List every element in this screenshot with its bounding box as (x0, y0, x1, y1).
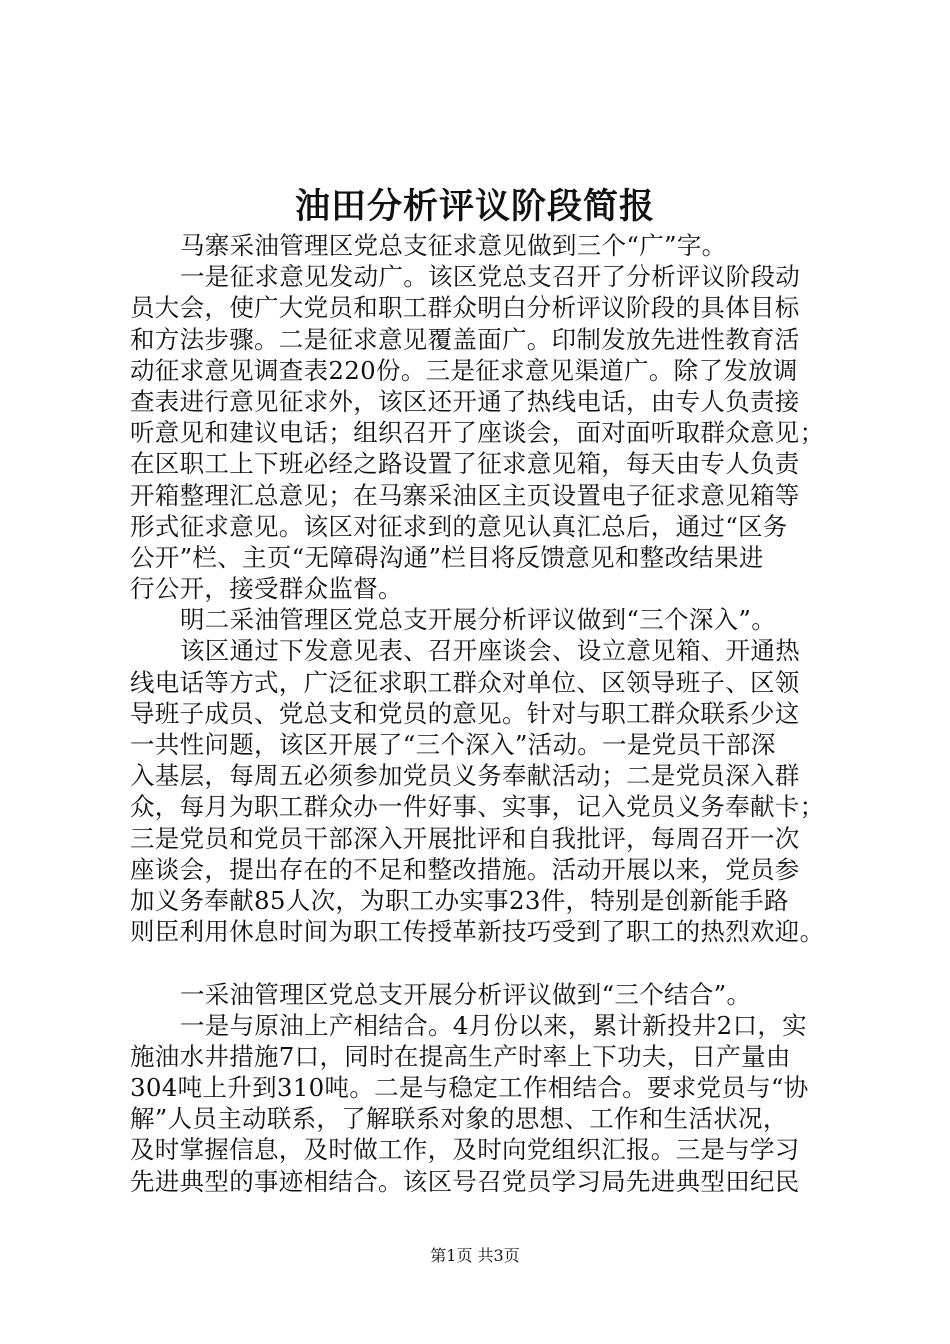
page-number-footer: 第1页 共3页 (430, 1246, 520, 1265)
paragraph-line: 明二采油管理区党总支开展分析评议做到“三个深入”。 (180, 605, 777, 635)
paragraph-line: 听意见和建议电话；组织召开了座谈会，面对面听取群众意见； (130, 418, 825, 448)
paragraph-line: 加义务奉献85人次，为职工办实事23件，特别是创新能手路 (130, 885, 789, 915)
paragraph-line: 解”人员主动联系，了解联系对象的思想、工作和生活状况， (130, 1104, 788, 1134)
paragraph-line: 行公开，接受群众监督。 (130, 574, 403, 604)
paragraph-line: 一是与原油上产相结合。4月份以来，累计新投井2口，实 (180, 1010, 807, 1040)
paragraph-line: 公开”栏、主页“无障碍沟通”栏目将反馈意见和整改结果进 (130, 542, 764, 572)
document-title: 油田分析评议阶段简报 (294, 186, 655, 227)
paragraph-line: 304吨上升到310吨。二是与稳定工作相结合。要求党员与“协 (130, 1073, 809, 1103)
paragraph-line: 一采油管理区党总支开展分析评议做到“三个结合”。 (180, 979, 752, 1009)
paragraph-line: 在区职工上下班必经之路设置了征求意见箱，每天由专人负责 (130, 449, 800, 479)
paragraph-line: 入基层，每周五必须参加党员义务奉献活动；二是党员深入群 (130, 761, 800, 791)
paragraph-line: 开箱整理汇总意见；在马寨采油区主页设置电子征求意见箱等 (130, 480, 800, 510)
paragraph-line: 三是党员和党员干部深入开展批评和自我批评，每周召开一次 (130, 823, 800, 853)
paragraph-line: 形式征求意见。该区对征求到的意见认真汇总后，通过“区务 (130, 511, 788, 541)
paragraph-line: 该区通过下发意见表、召开座谈会、设立意见箱、开通热 (180, 636, 800, 666)
paragraph-line: 施油水井措施7口，同时在提高生产时率上下功夫，日产量由 (130, 1041, 791, 1071)
paragraph-line: 一是征求意见发动广。该区党总支召开了分析评议阶段动 (180, 262, 800, 292)
paragraph-spacer (130, 947, 830, 978)
paragraph-line: 先进典型的事迹相结合。该区号召党员学习局先进典型田纪民 (130, 1166, 800, 1196)
document-body (130, 230, 830, 1197)
paragraph-line: 查表进行意见征求外，该区还开通了热线电话，由专人负责接 (130, 386, 800, 416)
paragraph-line: 及时掌握信息，及时做工作，及时向党组织汇报。三是与学习 (130, 1135, 800, 1165)
paragraph-line: 导班子成员、党总支和党员的意见。针对与职工群众联系少这 (130, 698, 800, 728)
paragraph-line: 和方法步骤。二是征求意见覆盖面广。印制发放先进性教育活 (130, 324, 800, 354)
paragraph-line: 众，每月为职工群众办一件好事、实事，记入党员义务奉献卡； (130, 792, 825, 822)
paragraph-line: 一共性问题，该区开展了“三个深入”活动。一是党员干部深 (130, 730, 776, 759)
paragraph-line: 员大会，使广大党员和职工群众明白分析评议阶段的具体目标 (130, 293, 800, 323)
paragraph-line: 线电话等方式，广泛征求职工群众对单位、区领导班子、区领 (130, 667, 800, 697)
paragraph-line: 座谈会，提出存在的不足和整改措施。活动开展以来，党员参 (130, 854, 800, 884)
paragraph-line: 则臣利用休息时间为职工传授革新技巧受到了职工的热烈欢迎。 (130, 917, 825, 947)
paragraph-line: 动征求意见调查表220份。三是征求意见渠道广。除了发放调 (130, 355, 798, 385)
paragraph-line: 马寨采油管理区党总支征求意见做到三个“广”字。 (180, 231, 727, 260)
